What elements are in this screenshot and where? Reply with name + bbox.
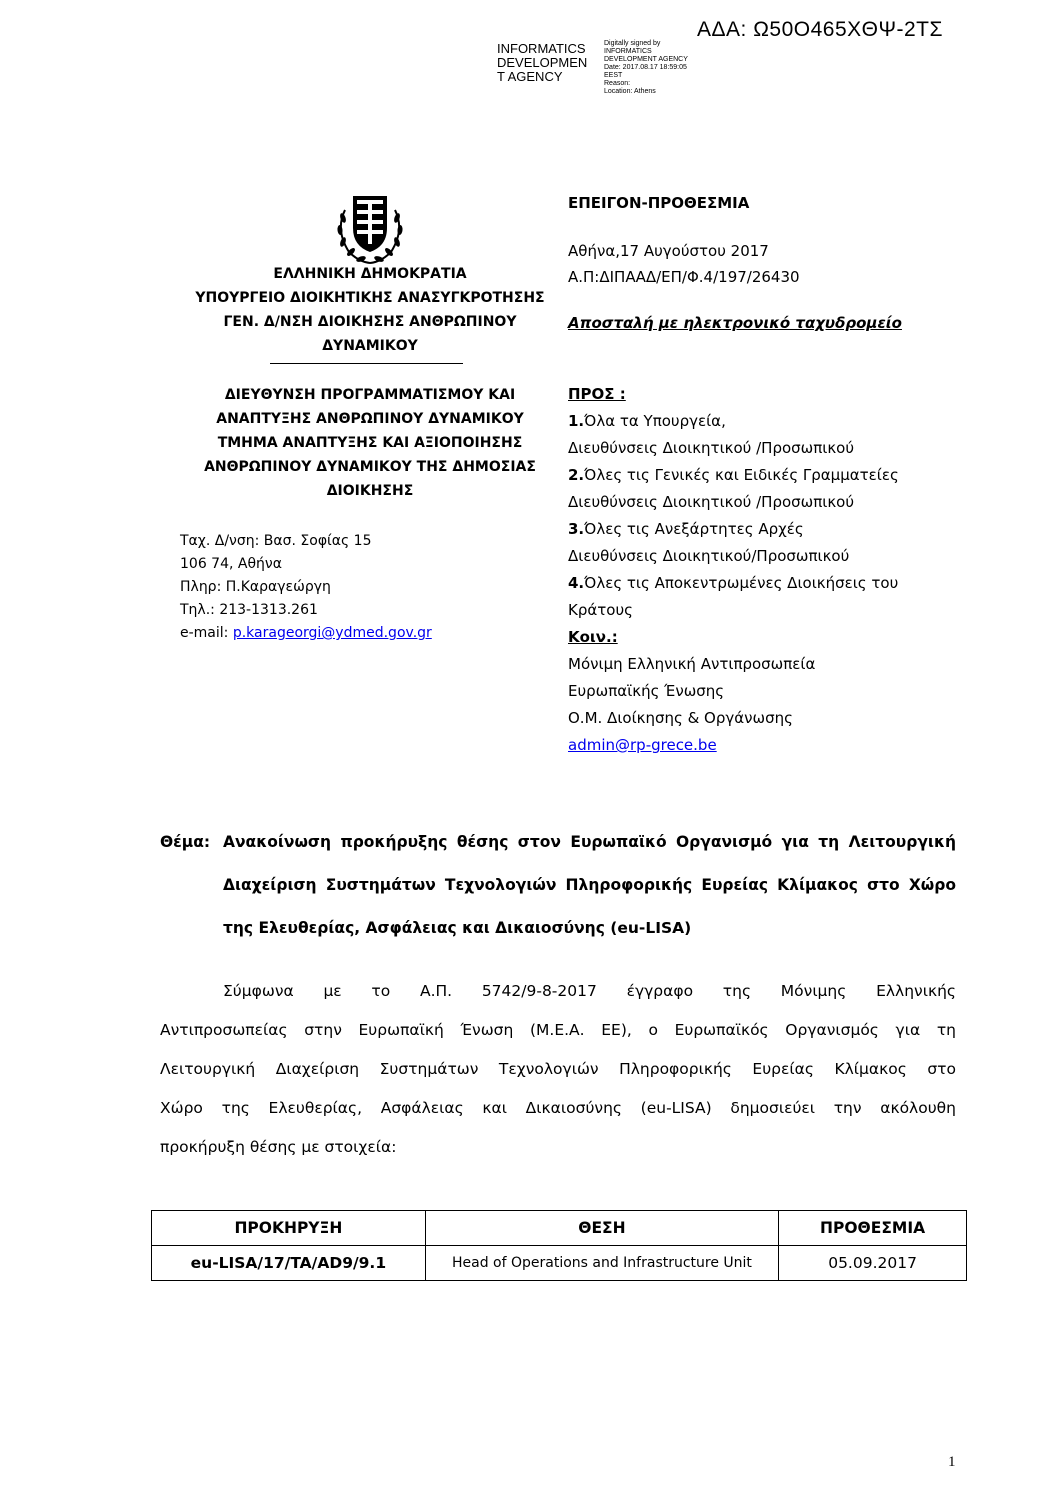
document-date: Αθήνα,17 Αυγούστου 2017 bbox=[568, 242, 769, 260]
cc-item: Ευρωπαϊκής Ένωσης bbox=[568, 682, 725, 700]
recipient-item bbox=[568, 516, 899, 543]
sender-line: ΕΛΛΗΝΙΚΗ ΔΗΜΟΚΡΑΤΙΑ bbox=[273, 266, 467, 282]
to-label: ΠΡΟΣ : bbox=[568, 385, 626, 403]
vacancy-position: Head of Operations and Infrastructure Unit bbox=[425, 1246, 778, 1281]
recipient-num: 3. bbox=[568, 520, 585, 538]
recipient-item bbox=[568, 570, 899, 597]
recipients-block bbox=[568, 381, 899, 759]
body-line: Χώρο της Ελευθερίας, Ασφάλειας και Δικαιοσύνης (eu-LISA) δημοσιεύει την ακόλουθη bbox=[160, 1099, 956, 1117]
subject-line: Διαχείριση Συστημάτων Τεχνολογιών Πληροφορικής Ευρείας Κλίμακος στο Χώρο bbox=[223, 876, 956, 894]
table-header-row bbox=[152, 1211, 967, 1246]
recipient-item bbox=[568, 462, 899, 489]
signature-org-line: INFORMATICS bbox=[497, 41, 586, 56]
recipient-text: Όλες τις Αποκεντρωμένες Διοικήσεις του bbox=[584, 574, 899, 592]
signature-org-line: T AGENCY bbox=[497, 69, 563, 84]
cc-item: Ο.Μ. Διοίκησης & Οργάνωσης bbox=[568, 709, 793, 727]
sender-divider bbox=[270, 363, 463, 364]
date-block bbox=[568, 238, 800, 289]
signature-organization bbox=[497, 42, 587, 84]
body-line: προκήρυξη θέσης με στοιχεία: bbox=[160, 1138, 397, 1156]
email-label: e-mail: bbox=[180, 625, 233, 641]
urgency bbox=[568, 190, 749, 217]
address: Ταχ. Δ/νση: Βασ. Σοφίας 15 bbox=[180, 533, 372, 549]
signature-detail-line: Reason: bbox=[604, 80, 631, 87]
signature-detail-line: EEST bbox=[604, 72, 623, 79]
delivery-text: Αποσταλή με ηλεκτρονικό ταχυδρομείο bbox=[568, 314, 902, 332]
body-line: Λειτουργική Διαχείριση Συστημάτων Τεχνολογιών Πληροφορικής Ευρείας Κλίμακος στο bbox=[160, 1060, 956, 1078]
signature-detail-line: DEVELOPMENT AGENCY bbox=[604, 56, 688, 63]
subject-line: της Ελευθερίας, Ασφάλειας και Δικαιοσύνης (eu-LISA) bbox=[223, 919, 692, 937]
recipient-text: Όλες τις Ανεξάρτητες Αρχές bbox=[584, 520, 804, 538]
department-line: ΤΜΗΜΑ ΑΝΑΠΤΥΞΗΣ ΚΑΙ ΑΞΙΟΠΟΙΗΣΗΣ bbox=[217, 435, 523, 451]
table-header: ΠΡΟΚΗΡΥΞΗ bbox=[152, 1211, 426, 1246]
contact-block bbox=[180, 530, 432, 645]
recipient-sub: Διευθύνσεις Διοικητικού /Προσωπικού bbox=[568, 439, 855, 457]
table-header: ΘΕΣΗ bbox=[425, 1211, 778, 1246]
recipient-text: Όλες τις Γενικές και Ειδικές Γραμματείες bbox=[584, 466, 899, 484]
signature-org-line: DEVELOPMEN bbox=[497, 55, 588, 70]
ada-code: ΑΔΑ: Ω50Ο465ΧΘΨ-2ΤΣ bbox=[696, 18, 943, 41]
greek-emblem-icon bbox=[331, 190, 409, 266]
recipient-sub: Διευθύνσεις Διοικητικού/Προσωπικού bbox=[568, 547, 850, 565]
recipient-num: 1. bbox=[568, 412, 585, 430]
cc-email-link[interactable]: admin@rp-grece.be bbox=[568, 736, 717, 754]
department-line: ΔΙΟΙΚΗΣΗΣ bbox=[326, 483, 414, 499]
recipient-sub: Κράτους bbox=[568, 601, 633, 619]
body-line: Σύμφωνα με το Α.Π. 5742/9-8-2017 έγγραφο της Μόνιμης Ελληνικής bbox=[223, 982, 956, 1000]
postcode: 106 74, Αθήνα bbox=[180, 556, 282, 572]
email-row bbox=[180, 622, 432, 645]
department-line: ΑΝΑΠΤΥΞΗΣ ΑΝΘΡΩΠΙΝΟΥ ΔΥΝΑΜΙΚΟΥ bbox=[216, 411, 524, 427]
protocol-number: Α.Π:ΔΙΠΑΑΔ/ΕΠ/Φ.4/197/26430 bbox=[568, 268, 800, 286]
table-header: ΠΡΟΘΕΣΜΙΑ bbox=[779, 1211, 967, 1246]
signature-detail-line: Digitally signed by bbox=[604, 40, 661, 47]
department-block bbox=[180, 383, 560, 503]
vacancy-deadline: 05.09.2017 bbox=[779, 1246, 967, 1281]
department-line: ΑΝΘΡΩΠΙΝΟΥ ΔΥΝΑΜΙΚΟΥ ΤΗΣ ΔΗΜΟΣΙΑΣ bbox=[204, 459, 536, 475]
subject-label: Θέμα: bbox=[160, 833, 211, 851]
sender-line: ΥΠΟΥΡΓΕΙΟ ΔΙΟΙΚΗΤΙΚΗΣ ΑΝΑΣΥΓΚΡΟΤΗΣΗΣ bbox=[195, 290, 545, 306]
phone: Τηλ.: 213-1313.261 bbox=[180, 602, 318, 618]
body-paragraph bbox=[160, 972, 956, 1167]
table-row bbox=[152, 1246, 967, 1281]
recipient-num: 4. bbox=[568, 574, 585, 592]
vacancy-table bbox=[151, 1210, 967, 1281]
recipient-text: Όλα τα Υπουργεία, bbox=[584, 412, 726, 430]
contact-person: Πληρ: Π.Καραγεώργη bbox=[180, 579, 331, 595]
email-link[interactable]: p.karageorgi@ydmed.gov.gr bbox=[232, 625, 432, 641]
body-line: Αντιπροσωπείας στην Ευρωπαϊκή Ένωση (Μ.Ε.Α. ΕΕ), ο Ευρωπαϊκός Οργανισμός για τη bbox=[160, 1021, 956, 1039]
urgency-text: ΕΠΕΙΓΟΝ-ΠΡΟΘΕΣΜΙΑ bbox=[568, 194, 750, 212]
cc-label: Κοιν.: bbox=[568, 628, 618, 646]
signature-detail bbox=[604, 40, 688, 96]
recipient-sub: Διευθύνσεις Διοικητικού /Προσωπικού bbox=[568, 493, 855, 511]
subject-line: Ανακοίνωση προκήρυξης θέσης στον Ευρωπαϊκό Οργανισμό για τη Λειτουργική bbox=[223, 833, 956, 851]
signature-detail-line: Location: Athens bbox=[604, 88, 656, 95]
recipient-num: 2. bbox=[568, 466, 585, 484]
vacancy-reference: eu-LISA/17/TA/AD9/9.1 bbox=[152, 1246, 426, 1281]
sender-block bbox=[180, 262, 560, 358]
page-number: 1 bbox=[948, 1454, 956, 1470]
sender-line: ΓΕΝ. Δ/ΝΣΗ ΔΙΟΙΚΗΣΗΣ ΑΝΘΡΩΠΙΝΟΥ bbox=[223, 314, 517, 330]
sender-line: ΔΥΝΑΜΙΚΟΥ bbox=[322, 338, 418, 354]
signature-detail-line: Date: 2017.08.17 18:59:05 bbox=[604, 64, 687, 71]
recipient-item bbox=[568, 408, 899, 435]
department-line: ΔΙΕΥΘΥΝΣΗ ΠΡΟΓΡΑΜΜΑΤΙΣΜΟΥ ΚΑΙ bbox=[224, 387, 516, 403]
cc-item: Μόνιμη Ελληνική Αντιπροσωπεία bbox=[568, 655, 816, 673]
signature-detail-line: INFORMATICS bbox=[604, 48, 652, 55]
delivery-method bbox=[568, 310, 902, 337]
